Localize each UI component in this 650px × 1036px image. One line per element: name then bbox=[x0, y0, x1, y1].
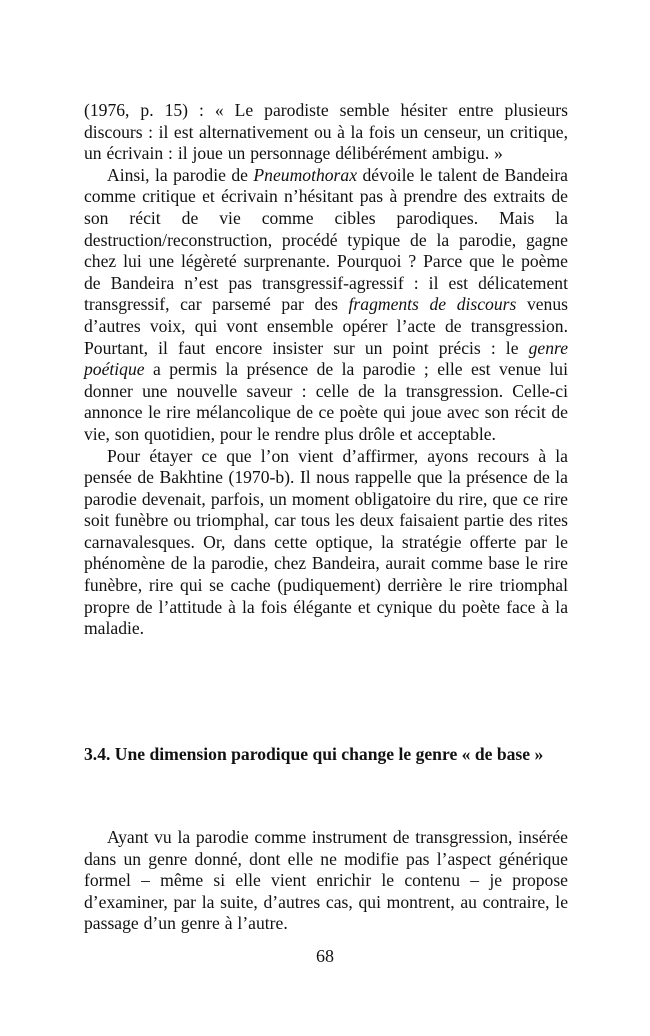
text-span: venus d’autres voix, qui vont ensemble opérer l’acte de transgression. Pourtant, il faut encore insister sur un point précis : le bbox=[84, 294, 568, 358]
body-text-top bbox=[84, 100, 568, 640]
page-number: 68 bbox=[316, 946, 334, 966]
paragraph-pneumothorax bbox=[84, 165, 568, 446]
text-span: Ainsi, la parodie de bbox=[107, 164, 254, 185]
italic-title: Pneumothorax bbox=[253, 164, 358, 185]
text-span: dévoile le talent de Bandeira comme critique et écrivain n’hésitant pas à prendre des extraits de son récit de vie comme cibles parodiques. Mais la destruction/reconstruction, procédé typique de la parodie, gagne chez lui une légèreté surprenante. Pourquoi ? Parce que le poème de Bandeira n’est pas transgressif-agressif : il est délicatement transgressif, car parsemé par des bbox=[84, 164, 568, 315]
text-span: a permis la présence de la parodie ; elle est venue lui donner une nouvelle saveur : celle de la transgression. Celle-ci annonce le rire mélancolique de ce poète qui joue avec son récit de vie, son quotidien, pour le rendre plus drôle et acceptable. bbox=[84, 359, 568, 444]
italic-term: fragments de discours bbox=[348, 294, 517, 315]
section-heading: 3.4. Une dimension parodique qui change le genre « de base » bbox=[84, 744, 544, 764]
italic-term: genre poétique bbox=[84, 337, 568, 380]
paragraph-bakhtine: Pour étayer ce que l’on vient d’affirmer, ayons recours à la pensée de Bakhtine (1970-b). Il nous rappelle que la présence de la parodie devenait, parfois, un moment obligatoire du rire, que ce rire soit funèbre ou triomphal, car tous les deux faisaient partie des rites carnavalesques. Or, dans cette optique, la stratégie offerte par le phénomène de la parodie, chez Bandeira, aurait comme base le rire funèbre, rire qui se cache (pudiquement) derrière le rire triomphal propre de l’attitude à la fois élégante et cynique du poète face à la maladie. bbox=[84, 445, 568, 639]
body-text-bottom bbox=[84, 827, 568, 935]
paragraph-section-intro: Ayant vu la parodie comme instrument de transgression, insérée dans un genre donné, dont elle ne modifie pas l’aspect générique formel – même si elle vient enrichir le contenu – je propose d’examiner, par la suite, d’autres cas, qui montrent, au contraire, le passage d’un genre à l’autre. bbox=[84, 827, 568, 934]
paragraph-quote: (1976, p. 15) : « Le parodiste semble hésiter entre plusieurs discours : il est alternativement ou à la fois un censeur, un critique, un écrivain : il joue un personnage délibérément ambigu. » bbox=[84, 100, 568, 164]
